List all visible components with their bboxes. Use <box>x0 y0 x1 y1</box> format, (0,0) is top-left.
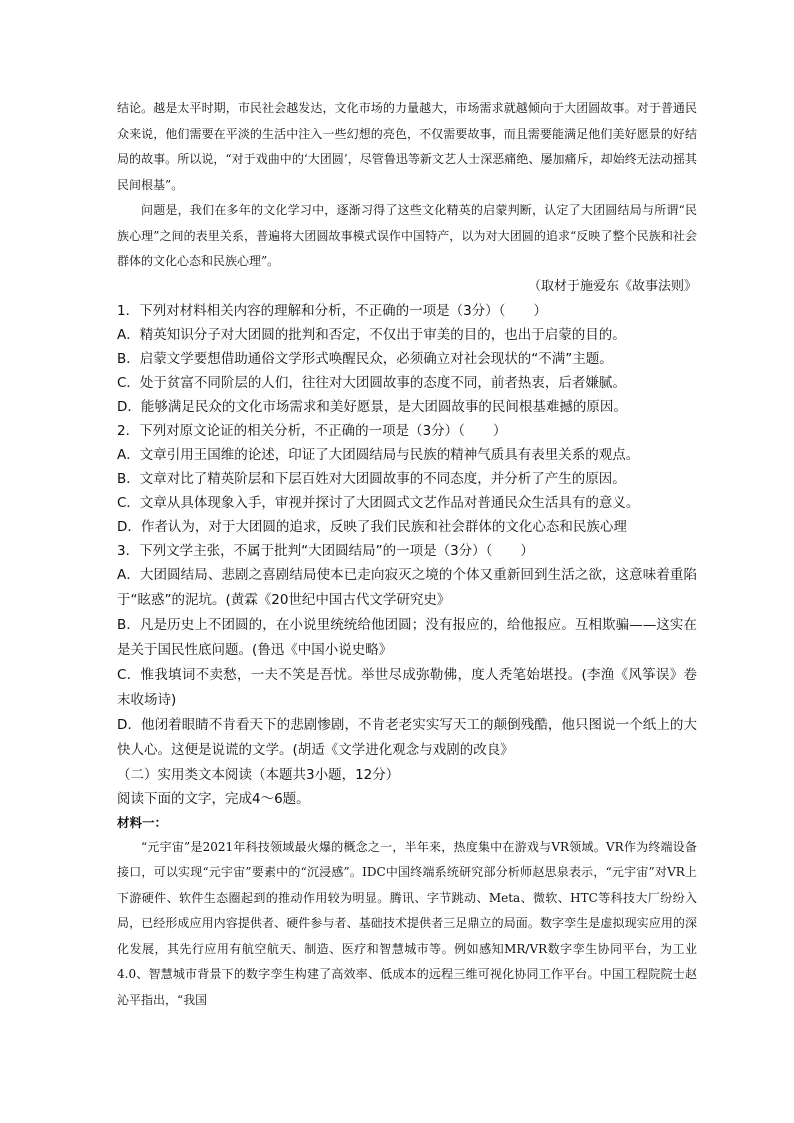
passage-paragraph-2: 问题是，我们在多年的文化学习中，逐渐习得了这些文化精英的启蒙判断，认定了大团圆结局与所谓“民族心理”之间的表里关系，普遍将大团圆故事模式误作中国特产，以为对大团圆的追求“反映了整个民族和社会群体的文化心态和民族心理”。 <box>117 203 697 268</box>
option-d: D．能够满足民众的文化市场需求和美好愿景，是大团圆故事的民间根基难撼的原因。 <box>117 398 627 415</box>
question-stem <box>117 419 697 443</box>
option-b: B．文章对比了精英阶层和下层百姓对大团圆故事的不同态度，并分析了产生的原因。 <box>117 470 626 487</box>
question-3 <box>117 539 697 763</box>
question-stem-end: ） <box>492 422 507 439</box>
source-citation: （取材于施爱东《故事法则》 <box>527 278 697 294</box>
question-stem <box>117 299 697 323</box>
option-a: A．大团圆结局、悲剧之喜剧结局使本已走向寂灭之境的个体又重新回到生活之欲，这意味着重陷于“眩惑”的泥坑。(黄霖《20世纪中国古代文学研究史》 <box>117 566 697 608</box>
question-1 <box>117 299 697 419</box>
question-stem-end: ） <box>520 542 534 559</box>
question-stem-text: 2．下列对原文论证的相关分析，不正确的一项是（3分）（ <box>117 422 465 439</box>
question-stem-text: 3．下列文学主张，不属于批判“大团圆结局”的一项是（3分）（ <box>117 542 493 559</box>
question-2 <box>117 419 697 539</box>
material-label: 材料一： <box>117 814 168 830</box>
section-heading: （二）实用类文本阅读（本题共3小题，12分） <box>117 766 400 783</box>
option-c: C．惟我填词不卖愁，一夫不笑是吾忧。举世尽成弥勒佛，度人秃笔始堪投。(李渔《风筝误》卷末收场诗) <box>117 666 697 708</box>
passage-paragraph-1: 结论。越是太平时期，市民社会越发达，文化市场的力量越大，市场需求就越倾向于大团圆故事。对于普通民众来说，他们需要在平淡的生活中注入一些幻想的亮色，不仅需要故事，而且需要能满足他们美好愿景的好结局的故事。所以说，“对于戏曲中的‘大团圆’，尽管鲁迅等新文艺人士深恶痛绝、屡加痛斥，却始终无法动摇其民间根基”。 <box>117 101 697 192</box>
option-b: B．凡是历史上不团圆的，在小说里统统给他团圆；没有报应的，给他报应。互相欺骗——这实在是关于国民性底问题。(鲁迅《中国小说史略》 <box>117 616 697 658</box>
option-c: C．文章从具体现象入手，审视并探讨了大团圆式文艺作品对普通民众生活具有的意义。 <box>117 494 640 511</box>
question-stem-text: 1．下列对材料相关内容的理解和分析，不正确的一项是（3分）（ <box>117 302 506 319</box>
material-paragraph: “元宇宙”是2021年科技领域最火爆的概念之一，半年来，热度集中在游戏与VR领域。VR作为终端设备接口，可以实现“元宇宙”要素中的“沉浸感”。IDC中国终端系统研究部分析师赵思泉表示，“元宇宙”对VR上下游硬件、软件生态圈起到的推动作用较为明显。腾讯、字节跳动、Meta、微软、HTC等科技大厂纷纷入局，已经形成应用内容提供者、硬件参与者、基础技术提供者三足鼎立的局面。数字孪生是虚拟现实应用的深化发展，其先行应用有航空航天、制造、医疗和智慧城市等。例如感知MR/VR数字孪生协同平台，为工业4.0、智慧城市背景下的数字孪生构建了高效率、低成本的远程三维可视化协同工作平台。中国工程院院士赵沁平指出，“我国 <box>117 839 697 1007</box>
section-instruction: 阅读下面的文字，完成4～6题。 <box>117 790 310 807</box>
option-d: D．他闭着眼睛不肯看天下的悲剧惨剧，不肯老老实实写天工的颠倒残酷，他只图说一个纸上的大快人心。这便是说谎的文学。(胡适《文学进化观念与戏剧的改良》 <box>117 716 697 758</box>
question-stem-end: ） <box>533 302 547 319</box>
option-a: A．文章引用王国维的论述，印证了大团圆结局与民族的精神气质具有表里关系的观点。 <box>117 446 640 463</box>
option-d: D．作者认为，对于大团圆的追求，反映了我们民族和社会群体的文化心态和民族心理 <box>117 518 627 535</box>
page-content <box>117 96 697 1013</box>
option-c: C．处于贫富不同阶层的人们，往往对大团圆故事的态度不同，前者热衷，后者嫌腻。 <box>117 374 626 391</box>
question-stem <box>117 539 697 563</box>
option-b: B．启蒙文学要想借助通俗文学形式唤醒民众，必须确立对社会现状的“不满”主题。 <box>117 350 613 367</box>
option-a: A．精英知识分子对大团圆的批判和否定，不仅出于审美的目的，也出于启蒙的目的。 <box>117 326 626 343</box>
